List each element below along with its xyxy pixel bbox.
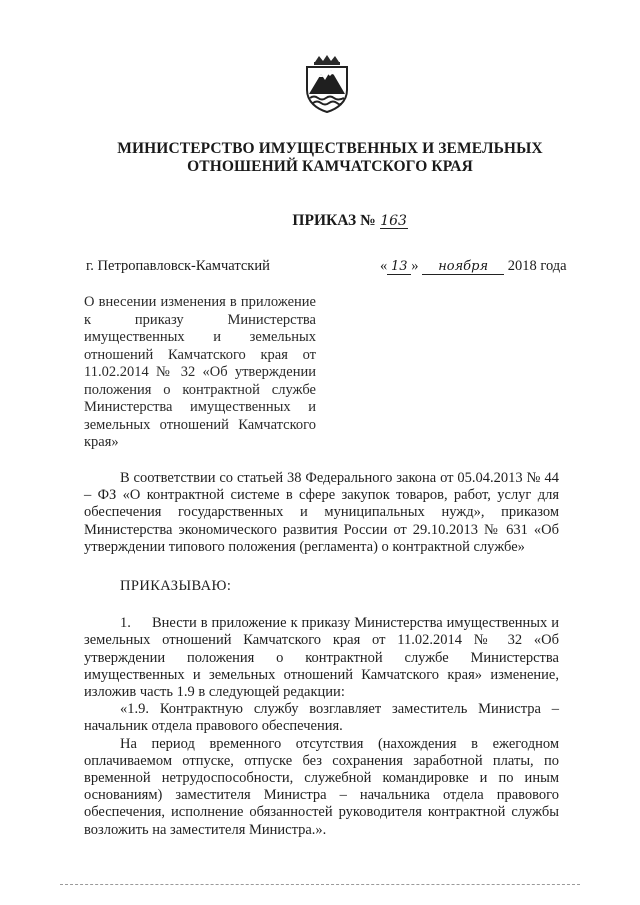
date-month: ноября: [422, 260, 504, 275]
item-1-number: 1.: [120, 615, 131, 632]
date-quote-close: »: [411, 258, 419, 274]
date-year: 2018 года: [507, 258, 567, 274]
city: г. Петропавловск-Камчатский: [86, 258, 270, 274]
quote-paragraph-1: «1.9. Контрактную службу возглавляет заместитель Министра – начальник отдела правового обеспечения.: [84, 701, 559, 735]
order-label: ПРИКАЗ №: [292, 212, 376, 229]
ministry-name: [110, 140, 550, 176]
order-body: [84, 470, 559, 839]
order-title: [200, 212, 500, 230]
kamchatka-coat-of-arms-icon: [299, 54, 355, 114]
date-quote-open: «: [380, 258, 388, 274]
footer-divider: [60, 884, 580, 885]
item-1-text: Внести в приложение к приказу Министерства имущественных и земельных отношений Камчатского края от 11.02.2014 № 32 «Об утверждении положения о контрактной службе Министерства имущественных и земельных отношений Камчатского края» изменение, изложив часть 1.9 в следующей редакции:: [84, 615, 559, 701]
quote-paragraph-2: На период временного отсутствия (нахождения в ежегодном оплачиваемом отпуске, отпуске без сохранения заработной платы, по временной нетрудоспособности, служебной командировке и по иным основаниям) заместителя Министра – начальника отдела правового обеспечения, исполнение обязанностей руководителя контрактной службы возложить на заместителя Министра.».: [84, 735, 559, 838]
ministry-line-1: МИНИСТЕРСТВО ИМУЩЕСТВЕННЫХ И ЗЕМЕЛЬНЫХ: [117, 140, 543, 157]
order-date: [380, 258, 567, 275]
order-word: ПРИКАЗЫВАЮ:: [120, 578, 232, 595]
preamble: В соответствии со статьей 38 Федерального закона от 05.04.2013 № 44 – ФЗ «О контрактной системе в сфере закупок товаров, работ, услуг для обеспечения государственных и муниципальных нужд», приказом Министерства экономического развития России от 29.10.2013 № 631 «Об утверждении типового положения (регламента) о контрактной службе»: [84, 470, 559, 555]
order-subject: О внесении изменения в приложение к приказу Министерства имущественных и земельных отношений Камчатского края от 11.02.2014 № 32 «Об утверждении положения о контрактной службе Министерства имущественных и земельных отношений Камчатского края»: [84, 294, 316, 450]
date-day: 13: [387, 260, 411, 275]
ministry-line-2: ОТНОШЕНИЙ КАМЧАТСКОГО КРАЯ: [187, 158, 473, 175]
order-number: 163: [380, 213, 407, 229]
item-1: [84, 615, 559, 701]
